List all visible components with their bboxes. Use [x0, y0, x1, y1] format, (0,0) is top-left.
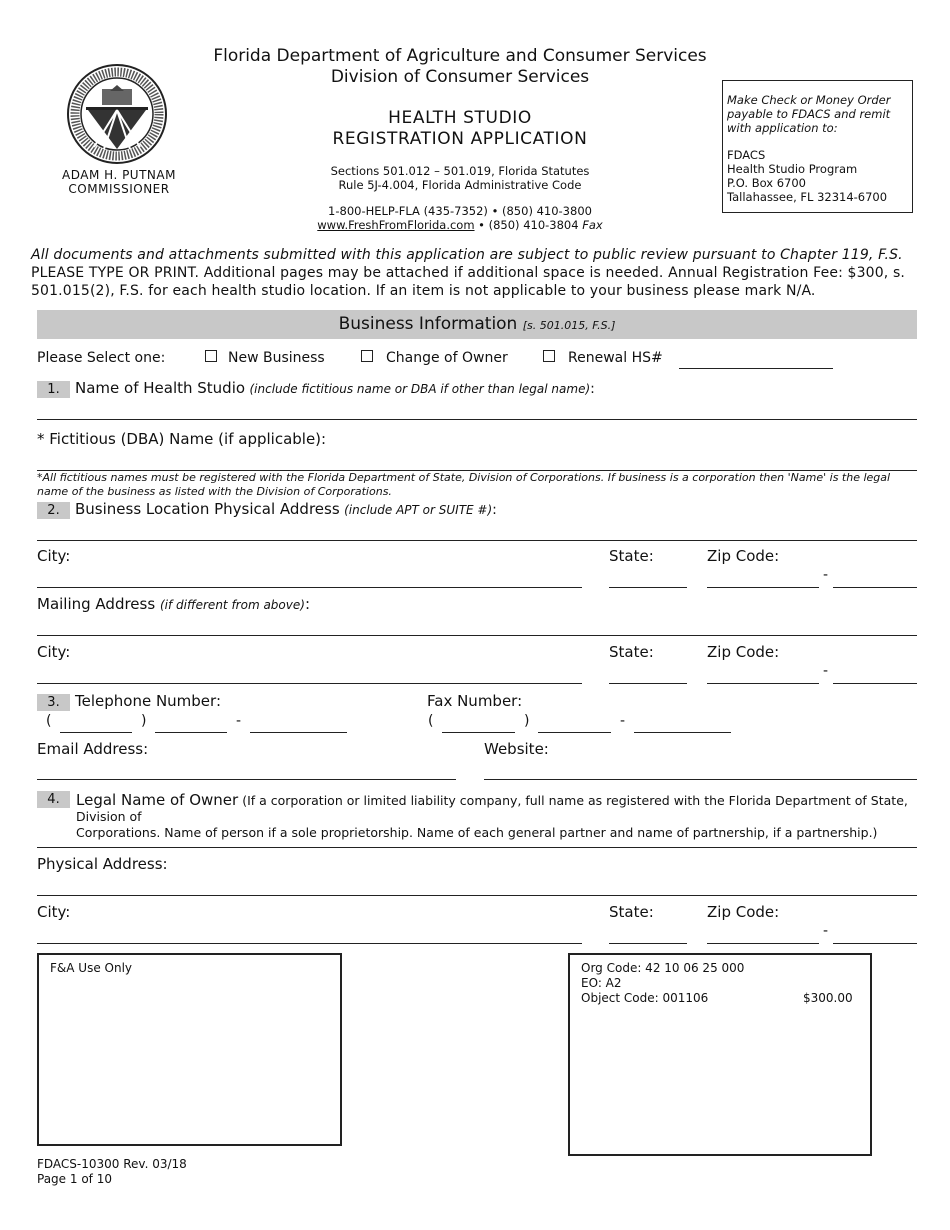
mailing-note: (if different from above) — [159, 598, 305, 612]
location-state-label: State: — [609, 547, 654, 565]
division-name: Division of Consumer Services — [330, 67, 590, 87]
owner-name-field[interactable] — [37, 847, 917, 848]
renewal-label: Renewal HS# — [568, 350, 663, 366]
dba-footnote — [37, 471, 917, 498]
mailing-zip-field[interactable] — [707, 683, 819, 684]
public-records-notice: All documents and attachments submitted with this application are subject to public review pursuant to Chapter 119, F.S. — [31, 247, 903, 263]
mailing-zip-label: Zip Code: — [707, 643, 780, 661]
mailing-label — [37, 595, 310, 613]
fax-area-code-field[interactable] — [442, 732, 515, 733]
mailing-city-field[interactable] — [37, 683, 582, 684]
payment-line-2: payable to FDACS and remit — [727, 107, 891, 121]
location-zip-label: Zip Code: — [707, 547, 780, 565]
owner-zip-ext-field[interactable] — [833, 943, 917, 944]
phone-dash: - — [236, 713, 242, 729]
mailing-city-label: City: — [37, 643, 71, 661]
renewal-checkbox[interactable] — [543, 350, 555, 362]
owner-state-field[interactable] — [609, 943, 687, 944]
location-colon: : — [492, 502, 497, 518]
agency-name: Florida Department of Agriculture and Consumer Services — [213, 46, 707, 66]
location-zip-dash: - — [823, 567, 829, 583]
fdacs-seal — [66, 63, 168, 165]
eo-code: EO: A2 — [581, 976, 622, 990]
payment-line-3: with application to: — [727, 121, 838, 135]
owner-note-1: (If a corporation or limited liability company, full name as registered with the Florida Department of State, Division of — [76, 793, 908, 824]
item-number-2: 2. — [37, 502, 70, 519]
page-number: Page 1 of 10 — [37, 1172, 112, 1186]
remit-address-4: Tallahassee, FL 32314-6700 — [727, 190, 888, 204]
mailing-state-label: State: — [609, 643, 654, 661]
object-code: Object Code: 001106 — [581, 991, 709, 1005]
owner-city-field[interactable] — [37, 943, 582, 944]
phone-prefix-field[interactable] — [155, 732, 227, 733]
statutes-line-2: Rule 5J-4.004, Florida Administrative Code — [338, 178, 582, 192]
phone-line: 1-800-HELP-FLA (435-7352) • (850) 410-3800 — [328, 204, 592, 218]
website-link[interactable]: www.FreshFromFlorida.com — [317, 218, 475, 232]
phone-line-field[interactable] — [250, 732, 347, 733]
location-text: Business Location Physical Address — [75, 500, 340, 518]
dba-label: * Fictitious (DBA) Name (if applicable): — [37, 430, 327, 448]
remit-address-1: FDACS — [727, 148, 766, 162]
owner-zip-dash: - — [823, 923, 829, 939]
instructions-text: PLEASE TYPE OR PRINT. Additional pages may be attached if additional space is needed. Annual Registration Fee: $300, s. 501.015(2), F.S. for each health studio location. If an item is not applicable to your business please mark N/A. — [31, 265, 906, 299]
new-business-label: New Business — [228, 350, 325, 366]
studio-name-text: Name of Health Studio — [75, 379, 246, 397]
fa-use-only-box — [37, 953, 342, 1146]
item-number-4: 4. — [37, 791, 70, 808]
dba-footnote-2: name of the business as listed with the Division of Corporations. — [37, 484, 392, 498]
owner-note-2: Corporations. Name of person if a sole proprietorship. Name of each general partner and name of partnership, if a partnership.) — [76, 825, 878, 840]
studio-name-colon: : — [590, 381, 595, 397]
location-address-field[interactable] — [37, 540, 917, 541]
fax-paren-open: ( — [428, 713, 434, 729]
phone-area-code-field[interactable] — [60, 732, 132, 733]
fa-use-only-label: F&A Use Only — [50, 961, 133, 975]
item-number-3: 3. — [37, 694, 70, 711]
dba-footnote-1: *All fictitious names must be registered with the Florida Department of State, Division of Corporations. If business is a corporation then 'Name' is the legal — [37, 471, 891, 484]
section-title: Business Information — [338, 314, 518, 334]
fee-amount: $300.00 — [803, 991, 853, 1005]
remit-address-3: P.O. Box 6700 — [727, 176, 806, 190]
statutes — [200, 164, 720, 192]
location-zip-field[interactable] — [707, 587, 819, 588]
owner-label — [76, 792, 921, 841]
payment-line-1: Make Check or Money Order — [727, 93, 891, 107]
physical-address-field[interactable] — [37, 895, 917, 896]
form-title — [200, 108, 720, 150]
fax-label: Fax — [582, 218, 603, 232]
physical-address-label: Physical Address: — [37, 855, 168, 873]
website-label: Website: — [484, 740, 549, 758]
mailing-text: Mailing Address — [37, 595, 156, 613]
fax-paren-close: ) — [524, 713, 530, 729]
fax-label: Fax Number: — [427, 692, 523, 710]
title-line-2: REGISTRATION APPLICATION — [332, 129, 588, 149]
owner-zip-field[interactable] — [707, 943, 819, 944]
commissioner-name: ADAM H. PUTNAM — [62, 168, 176, 182]
mailing-state-field[interactable] — [609, 683, 687, 684]
phone-paren-close: ) — [141, 713, 147, 729]
fax-prefix-field[interactable] — [538, 732, 611, 733]
location-note: (include APT or SUITE #) — [344, 503, 493, 517]
commissioner-title: COMMISSIONER — [68, 182, 170, 196]
statutes-line-1: Sections 501.012 – 501.019, Florida Statutes — [330, 164, 590, 178]
remit-address-2: Health Studio Program — [727, 162, 858, 176]
mailing-zip-ext-field[interactable] — [833, 683, 917, 684]
fax-dash: - — [620, 713, 626, 729]
mailing-colon: : — [304, 595, 310, 613]
location-label — [37, 500, 497, 519]
form-number: FDACS-10300 Rev. 03/18 — [37, 1157, 187, 1171]
mailing-zip-dash: - — [823, 663, 829, 679]
new-business-checkbox[interactable] — [205, 350, 217, 362]
change-of-owner-checkbox[interactable] — [361, 350, 373, 362]
studio-name-field[interactable] — [37, 419, 917, 420]
phone-paren-open: ( — [46, 713, 52, 729]
section-header-business-information — [37, 310, 917, 339]
agency-header — [200, 46, 720, 88]
email-label: Email Address: — [37, 740, 149, 758]
telephone-label — [37, 692, 221, 711]
owner-city-label: City: — [37, 903, 71, 921]
item-number-1: 1. — [37, 381, 70, 398]
renewal-number-field[interactable] — [679, 368, 833, 369]
fax-line-field[interactable] — [634, 732, 731, 733]
payment-instructions-box — [722, 80, 913, 213]
intro-paragraph — [31, 246, 921, 300]
owner-zip-label: Zip Code: — [707, 903, 780, 921]
owner-state-label: State: — [609, 903, 654, 921]
form-footer — [37, 1157, 187, 1187]
studio-name-label — [37, 379, 595, 398]
accounting-codes-box — [568, 953, 872, 1156]
location-zip-ext-field[interactable] — [833, 587, 917, 588]
telephone-text: Telephone Number: — [75, 692, 221, 710]
item-number-4-wrap — [37, 791, 75, 808]
org-code: Org Code: 42 10 06 25 000 — [581, 961, 745, 975]
location-city-field[interactable] — [37, 587, 582, 588]
select-one-label: Please Select one: — [37, 350, 166, 366]
mailing-address-field[interactable] — [37, 635, 917, 636]
commissioner-block — [40, 168, 198, 196]
title-line-1: HEALTH STUDIO — [388, 108, 532, 128]
studio-name-note: (include fictitious name or DBA if other than legal name) — [249, 382, 591, 396]
contact-info — [200, 204, 720, 232]
section-citation: [s. 501.015, F.S.] — [522, 319, 616, 332]
location-state-field[interactable] — [609, 587, 687, 588]
change-of-owner-label: Change of Owner — [386, 350, 508, 366]
website-field[interactable] — [484, 779, 917, 780]
location-city-label: City: — [37, 547, 71, 565]
fax-number: • (850) 410-3804 — [474, 218, 583, 232]
owner-text: Legal Name of Owner — [76, 791, 239, 809]
email-field[interactable] — [37, 779, 456, 780]
